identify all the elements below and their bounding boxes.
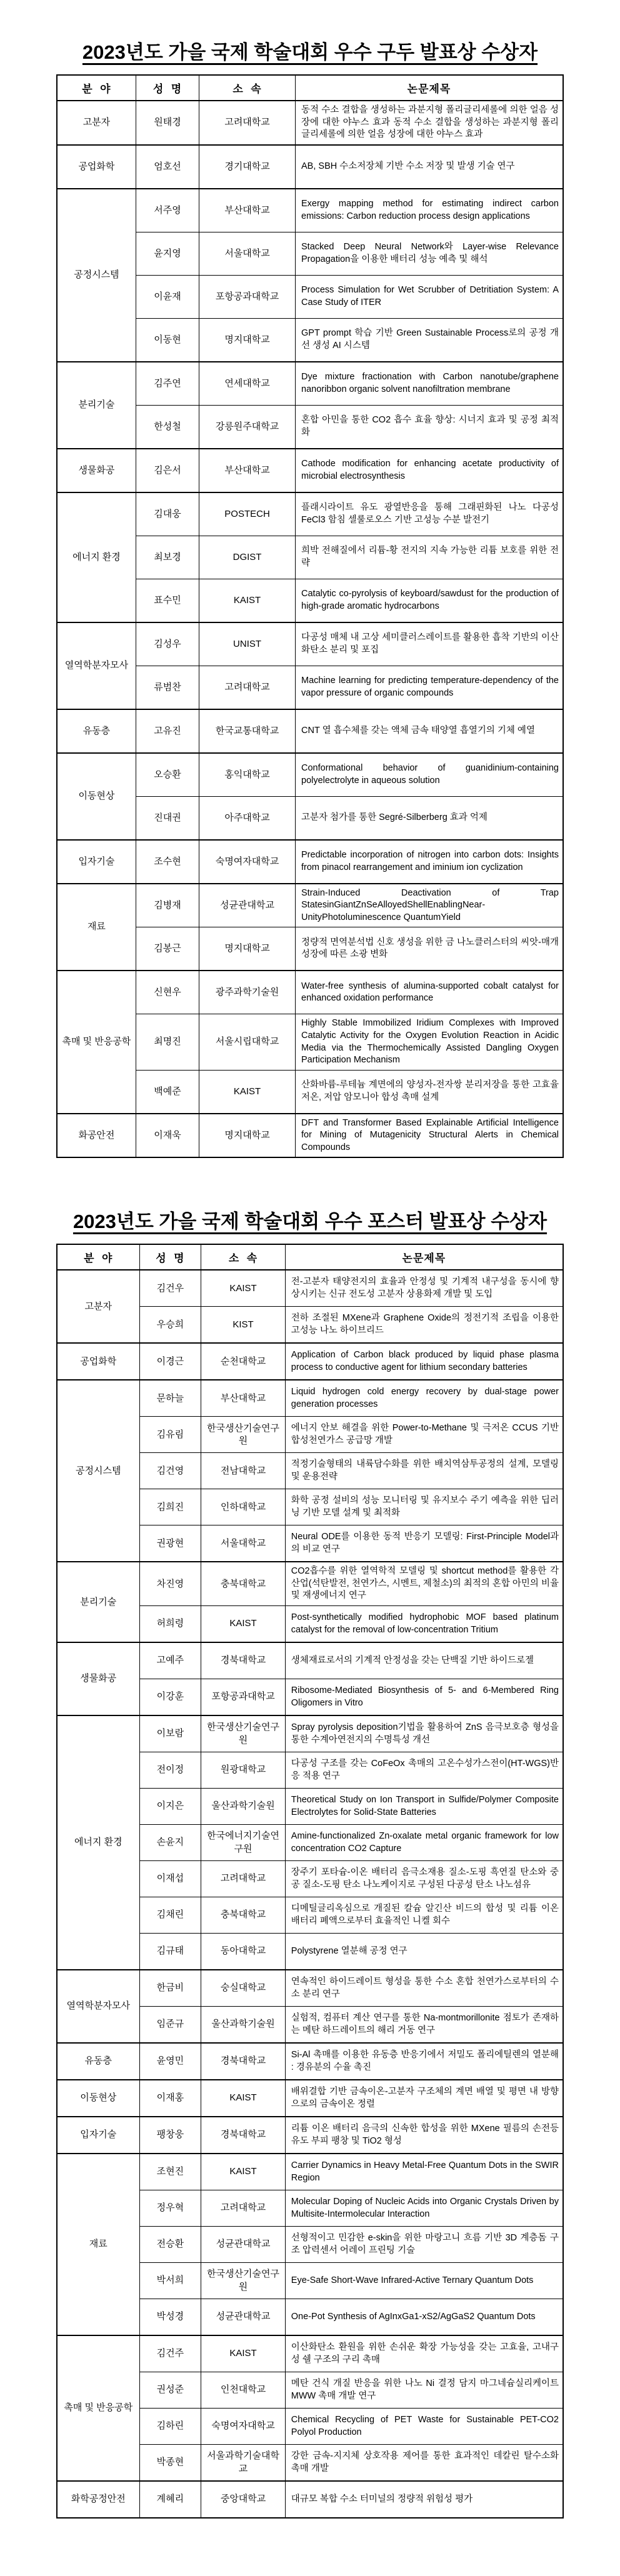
paper-title-cell: 배위결합 기반 금속이온-고분자 구조체의 계면 배열 및 평면 내 방향으로의 금속이온 정렬	[285, 2080, 563, 2117]
name-cell: 김규태	[139, 1934, 201, 1970]
affiliation-cell: 성균관대학교	[199, 884, 296, 927]
paper-title-cell: 정량적 면역분석법 신호 생성을 위한 금 나노클러스터의 씨앗-매개 성장에 따른 소광 변화	[296, 927, 564, 971]
field-cell: 열역학분자모사	[57, 1970, 139, 2043]
paper-title-cell: Ribosome-Mediated Biosynthesis of 5- and 6-Membered Ring Oligomers in Vitro	[285, 1679, 563, 1716]
field-cell: 분리기술	[57, 362, 136, 449]
table-row	[57, 1970, 563, 2007]
affiliation-cell: 동아대학교	[201, 1934, 285, 1970]
affiliation-cell: KAIST	[199, 579, 296, 622]
name-cell: 손윤지	[139, 1825, 201, 1861]
field-cell: 에너지 환경	[57, 1715, 139, 1970]
paper-title-cell: CO2흡수를 위한 열역학적 모델링 및 shortcut method를 활용한 각 산업(석탄발전, 천연가스, 시멘트, 제철소)의 최적의 혼합 아민의 비율 및 재생에너지 연구	[285, 1562, 563, 1605]
name-cell: 우승희	[139, 1307, 201, 1344]
oral-table-body	[57, 101, 563, 1157]
name-cell: 원태경	[136, 101, 199, 145]
name-cell: 조현진	[139, 2154, 201, 2190]
name-cell: 이강훈	[139, 1679, 201, 1716]
field-cell: 공업화학	[57, 145, 136, 189]
table-row	[57, 1114, 563, 1158]
paper-title-cell: GPT prompt 학습 기반 Green Sustainable Process로의 공정 개선 생성 AI 시스템	[296, 318, 564, 362]
affiliation-cell: 명지대학교	[199, 318, 296, 362]
paper-title-cell: 에너지 안보 해결을 위한 Power-to-Methane 및 극저온 CCUS 기반 합성천연가스 공급망 개발	[285, 1417, 563, 1453]
name-cell: 팽창웅	[139, 2117, 201, 2154]
table-row	[57, 189, 563, 232]
affiliation-cell: KAIST	[201, 1270, 285, 1307]
affiliation-cell: 한국생산기술연구원	[201, 1715, 285, 1752]
paper-title-cell: 다공성 구조를 갖는 CoFeOx 촉매의 고온수성가스전이(HT-WGS)반응 적용 연구	[285, 1752, 563, 1789]
table-row	[57, 145, 563, 189]
paper-title-cell: DFT and Transformer Based Explainable Artificial Intelligence for Mining of Mutagenicity Structural Alerts in Chemical Compounds	[296, 1114, 564, 1158]
field-cell: 이동현상	[57, 2080, 139, 2117]
column-header: 분 야	[57, 1244, 139, 1270]
name-cell: 류범찬	[136, 666, 199, 709]
table-row	[57, 840, 563, 884]
paper-title-cell: 고분자 첨가를 통한 Segré-Silberberg 효과 억제	[296, 796, 564, 840]
paper-title-cell: 실험적, 컴퓨터 계산 연구를 통한 Na-montmorillonite 점토가 존재하는 메탄 하드레이트의 해리 거동 연구	[285, 2007, 563, 2044]
affiliation-cell: 중앙대학교	[201, 2481, 285, 2518]
header-row	[57, 1244, 563, 1270]
paper-title-cell: Neural ODE를 이용한 동적 반응기 모델링: First-Principle Model과의 비교 연구	[285, 1525, 563, 1562]
paper-title-cell: 전하 조절된 MXene과 Graphene Oxide의 정전기적 조립을 이용한 고성능 나노 하이브리드	[285, 1307, 563, 1344]
paper-title-cell: 장주기 포타슘-이온 배터리 음극소재용 질소-도핑 흑연질 탄소와 중공 질소-도핑 탄소 나노케이지로 구성된 다공성 탄소 나노섬유	[285, 1861, 563, 1897]
affiliation-cell: 울산과학기술원	[201, 1789, 285, 1825]
name-cell: 한성철	[136, 405, 199, 449]
name-cell: 김희진	[139, 1489, 201, 1525]
name-cell: 윤영민	[139, 2043, 201, 2080]
name-cell: 김하린	[139, 2409, 201, 2445]
table-row	[57, 449, 563, 492]
paper-title-cell: 강한 금속-지지체 상호작용 제어를 통한 효과적인 데칼린 탈수소화 촉매 개발	[285, 2445, 563, 2482]
paper-title-cell: Conformational behavior of guanidinium-containing polyelectrolyte in aqueous solution	[296, 753, 564, 797]
name-cell: 엄호선	[136, 145, 199, 189]
name-cell: 이보람	[139, 1715, 201, 1752]
oral-awards-title: 2023년도 가을 국제 학술대회 우수 구두 발표상 수상자	[82, 41, 538, 63]
poster-table-body	[57, 1270, 563, 2518]
affiliation-cell: 부산대학교	[199, 189, 296, 232]
affiliation-cell: KAIST	[201, 1606, 285, 1643]
name-cell: 박종현	[139, 2445, 201, 2482]
oral-table-header	[57, 75, 563, 101]
paper-title-cell: One-Pot Synthesis of AgInxGa1-xS2/AgGaS2 Quantum Dots	[285, 2299, 563, 2336]
field-cell: 재료	[57, 2154, 139, 2335]
affiliation-cell: UNIST	[199, 622, 296, 666]
paper-title-cell: Liquid hydrogen cold energy recovery by dual-stage power generation processes	[285, 1380, 563, 1417]
affiliation-cell: 고려대학교	[199, 101, 296, 145]
name-cell: 박성경	[139, 2299, 201, 2336]
affiliation-cell: 포항공과대학교	[199, 275, 296, 318]
affiliation-cell: 전남대학교	[201, 1453, 285, 1489]
field-cell: 열역학분자모사	[57, 622, 136, 709]
table-row	[57, 2080, 563, 2117]
name-cell: 이경근	[139, 1343, 201, 1380]
oral-awards-table	[56, 74, 564, 1158]
paper-title-cell: 선형적이고 민감한 e-skin을 위한 마랑고니 흐름 기반 3D 계층돔 구조 압력센서 어레이 프린팅 기술	[285, 2227, 563, 2263]
poster-awards-table	[56, 1244, 564, 2519]
name-cell: 전승환	[139, 2227, 201, 2263]
affiliation-cell: DGIST	[199, 536, 296, 579]
column-header: 논문제목	[296, 75, 564, 101]
name-cell: 김대웅	[136, 492, 199, 536]
affiliation-cell: 명지대학교	[199, 1114, 296, 1158]
table-row	[57, 622, 563, 666]
name-cell: 임준규	[139, 2007, 201, 2044]
name-cell: 김병재	[136, 884, 199, 927]
paper-title-cell: 대규모 복합 수소 터미널의 정량적 위험성 평가	[285, 2481, 563, 2518]
affiliation-cell: 경북대학교	[201, 1642, 285, 1679]
name-cell: 문하늘	[139, 1380, 201, 1417]
paper-title-cell: Molecular Doping of Nucleic Acids into Organic Crystals Driven by Multisite-Intermolecular Interaction	[285, 2190, 563, 2227]
table-row	[57, 2481, 563, 2518]
field-cell: 유동층	[57, 709, 136, 753]
paper-title-cell: Predictable incorporation of nitrogen into carbon dots: Insights from pinacol rearrangement and iminium ion cyclization	[296, 840, 564, 884]
name-cell: 최보경	[136, 536, 199, 579]
name-cell: 이지은	[139, 1789, 201, 1825]
affiliation-cell: KAIST	[201, 2154, 285, 2190]
paper-title-cell: 다공성 매체 내 고상 세미클러스레이트를 활용한 흡착 기반의 이산화탄소 분리 및 포집	[296, 622, 564, 666]
column-header: 분 야	[57, 75, 136, 101]
name-cell: 백예준	[136, 1070, 199, 1114]
field-cell: 이동현상	[57, 753, 136, 840]
field-cell: 화학공정안전	[57, 2481, 139, 2518]
paper-title-cell: Theoretical Study on Ion Transport in Sulfide/Polymer Composite Electrolytes for Solid-State Batteries	[285, 1789, 563, 1825]
affiliation-cell: 서울대학교	[201, 1525, 285, 1562]
paper-title-cell: Catalytic co-pyrolysis of keyboard/sawdust for the production of high-grade aromatic hydrocarbons	[296, 579, 564, 622]
affiliation-cell: 서울대학교	[199, 232, 296, 275]
affiliation-cell: 부산대학교	[201, 1380, 285, 1417]
table-row	[57, 1270, 563, 1307]
column-header: 성 명	[136, 75, 199, 101]
paper-title-cell: 생체재료로서의 기계적 안정성을 갖는 단백질 기반 하이드로젤	[285, 1642, 563, 1679]
table-row	[57, 1343, 563, 1380]
name-cell: 진대권	[136, 796, 199, 840]
affiliation-cell: 아주대학교	[199, 796, 296, 840]
affiliation-cell: 한국에너지기술연구원	[201, 1825, 285, 1861]
paper-title-cell: 화학 공정 설비의 성능 모니터링 및 유지보수 주기 예측을 위한 딥러닝 기반 모델 설계 및 최적화	[285, 1489, 563, 1525]
paper-title-cell: Post-synthetically modified hydrophobic MOF based platinum catalyst for the removal of low-concentration Tritium	[285, 1606, 563, 1643]
name-cell: 이동현	[136, 318, 199, 362]
table-row	[57, 884, 563, 927]
paper-title-cell: Highly Stable Immobilized Iridium Complexes with Improved Catalytic Activity for the Oxygen Evolution Reaction in Acidic Media via the Thermochemically Assisted Dangling Oxygen Participation Mechanism	[296, 1014, 564, 1070]
affiliation-cell: 고려대학교	[199, 666, 296, 709]
paper-title-cell: Application of Carbon black produced by liquid phase plasma process to conductive agent for lithium secondary batteries	[285, 1343, 563, 1380]
name-cell: 김건주	[139, 2335, 201, 2372]
name-cell: 김건영	[139, 1453, 201, 1489]
column-header: 소 속	[199, 75, 296, 101]
table-row	[57, 2043, 563, 2080]
affiliation-cell: 한국교통대학교	[199, 709, 296, 753]
name-cell: 서주영	[136, 189, 199, 232]
paper-title-cell: Stacked Deep Neural Network와 Layer-wise Relevance Propagation을 이용한 배터리 성능 예측 및 해석	[296, 232, 564, 275]
name-cell: 계혜리	[139, 2481, 201, 2518]
table-row	[57, 1642, 563, 1679]
name-cell: 신현우	[136, 971, 199, 1014]
name-cell: 고유진	[136, 709, 199, 753]
poster-awards-section	[0, 1158, 620, 2519]
paper-title-cell: 리튬 이온 배터리 음극의 신속한 합성을 위한 MXene 필름의 손전등 유도 부피 팽창 및 TiO2 형성	[285, 2117, 563, 2154]
paper-title-cell: Process Simulation for Wet Scrubber of Detritiation System: A Case Study of ITER	[296, 275, 564, 318]
paper-title-cell: Polystyrene 열분해 공정 연구	[285, 1934, 563, 1970]
name-cell: 한금비	[139, 1970, 201, 2007]
table-row	[57, 2117, 563, 2154]
paper-title-cell: 희박 전해질에서 리튬-황 전지의 지속 가능한 리튬 보호를 위한 전략	[296, 536, 564, 579]
table-row	[57, 2335, 563, 2372]
field-cell: 재료	[57, 884, 136, 971]
name-cell: 표수민	[136, 579, 199, 622]
name-cell: 권광현	[139, 1525, 201, 1562]
affiliation-cell: 포항공과대학교	[201, 1679, 285, 1716]
affiliation-cell: 한국생산기술연구원	[201, 1417, 285, 1453]
paper-title-cell: 산화바륨-루테늄 계면에의 양성자-전자쌍 분리저장을 통한 고효율 저온, 저압 암모니아 합성 촉매 설계	[296, 1070, 564, 1114]
paper-title-cell: 메탄 건식 개질 반응을 위한 나노 Ni 결정 담지 마그네슘실리케이트 MWW 촉매 개발 연구	[285, 2372, 563, 2409]
table-row	[57, 492, 563, 536]
table-row	[57, 101, 563, 145]
affiliation-cell: 고려대학교	[201, 2190, 285, 2227]
paper-title-cell: Spray pyrolysis deposition기법을 활용하여 ZnS 음극보호층 형성을 통한 수계아연전지의 수명특성 개선	[285, 1715, 563, 1752]
column-header: 소 속	[201, 1244, 285, 1270]
paper-title-cell: 플래시라이트 유도 광열반응을 통해 그래핀화된 나노 다공성 FeCl3 함침 셀룰로오스 기반 고성능 수분 발전기	[296, 492, 564, 536]
affiliation-cell: 경북대학교	[201, 2043, 285, 2080]
affiliation-cell: 경북대학교	[201, 2117, 285, 2154]
affiliation-cell: 성균관대학교	[201, 2227, 285, 2263]
oral-awards-section	[0, 0, 620, 1158]
name-cell: 이재욱	[136, 1114, 199, 1158]
field-cell: 분리기술	[57, 1562, 139, 1642]
paper-title-cell: Si-Al 촉매를 이용한 유동층 반응기에서 저밀도 폴리에틸렌의 열분해 : 경유분의 수율 촉진	[285, 2043, 563, 2080]
affiliation-cell: 부산대학교	[199, 449, 296, 492]
name-cell: 김은서	[136, 449, 199, 492]
affiliation-cell: 순천대학교	[201, 1343, 285, 1380]
name-cell: 김주연	[136, 362, 199, 406]
affiliation-cell: 연세대학교	[199, 362, 296, 406]
affiliation-cell: KAIST	[201, 2080, 285, 2117]
paper-title-cell: Chemical Recycling of PET Waste for Sustainable PET-CO2 Polyol Production	[285, 2409, 563, 2445]
field-cell: 입자기술	[57, 2117, 139, 2154]
name-cell: 김채린	[139, 1897, 201, 1934]
field-cell: 화공안전	[57, 1114, 136, 1158]
table-row	[57, 1380, 563, 1417]
paper-title-cell: Dye mixture fractionation with Carbon nanotube/graphene nanoribbon organic solvent nanofiltration membrane	[296, 362, 564, 406]
affiliation-cell: 충북대학교	[201, 1562, 285, 1605]
table-row	[57, 709, 563, 753]
affiliation-cell: KAIST	[199, 1070, 296, 1114]
affiliation-cell: 서울시립대학교	[199, 1014, 296, 1070]
name-cell: 전이정	[139, 1752, 201, 1789]
affiliation-cell: 광주과학기술원	[199, 971, 296, 1014]
column-header: 성 명	[139, 1244, 201, 1270]
affiliation-cell: 숭실대학교	[201, 1970, 285, 2007]
name-cell: 이재섭	[139, 1861, 201, 1897]
name-cell: 박서희	[139, 2263, 201, 2299]
name-cell: 조수현	[136, 840, 199, 884]
field-cell: 고분자	[57, 1270, 139, 1343]
affiliation-cell: 명지대학교	[199, 927, 296, 971]
affiliation-cell: 경기대학교	[199, 145, 296, 189]
paper-title-cell: 혼합 아민을 통한 CO2 흡수 효율 향상: 시너지 효과 및 공정 최적화	[296, 405, 564, 449]
paper-title-cell: Strain-Induced Deactivation of Trap StatesinGiantZnSeAlloyedShellEnablingNear-UnityPhotoluminescence QuantumYield	[296, 884, 564, 927]
paper-title-cell: 디메틸글리옥심으로 개질된 칼슘 알긴산 비드의 합성 및 리튬 이온 배터리 폐액으로부터 효율적인 니켈 회수	[285, 1897, 563, 1934]
table-row	[57, 971, 563, 1014]
name-cell: 허희령	[139, 1606, 201, 1643]
table-row	[57, 1715, 563, 1752]
affiliation-cell: KAIST	[201, 2335, 285, 2372]
table-row	[57, 1562, 563, 1605]
affiliation-cell: KIST	[201, 1307, 285, 1344]
paper-title-cell: Water-free synthesis of alumina-supported cobalt catalyst for enhanced oxidation performance	[296, 971, 564, 1014]
field-cell: 공정시스템	[57, 1380, 139, 1562]
paper-title-cell: CNT 열 흡수체를 갖는 액체 금속 태양열 흡열기의 기체 예열	[296, 709, 564, 753]
name-cell: 김봉근	[136, 927, 199, 971]
affiliation-cell: 인천대학교	[201, 2372, 285, 2409]
table-row	[57, 362, 563, 406]
poster-awards-title: 2023년도 가을 국제 학술대회 우수 포스터 발표상 수상자	[72, 1211, 548, 1233]
field-cell: 공정시스템	[57, 189, 136, 362]
field-cell: 촉매 및 반응공학	[57, 2335, 139, 2481]
paper-title-cell: Amine-functionalized Zn-oxalate metal organic framework for low concentration CO2 Capture	[285, 1825, 563, 1861]
table-row	[57, 2154, 563, 2190]
header-row	[57, 75, 563, 101]
paper-title-cell: Exergy mapping method for estimating indirect carbon emissions: Carbon reduction process design applications	[296, 189, 564, 232]
name-cell: 권성준	[139, 2372, 201, 2409]
affiliation-cell: 고려대학교	[201, 1861, 285, 1897]
paper-title-cell: Carrier Dynamics in Heavy Metal-Free Quantum Dots in the SWIR Region	[285, 2154, 563, 2190]
name-cell: 차진영	[139, 1562, 201, 1605]
affiliation-cell: 충북대학교	[201, 1897, 285, 1934]
affiliation-cell: 숙명여자대학교	[199, 840, 296, 884]
affiliation-cell: 숙명여자대학교	[201, 2409, 285, 2445]
name-cell: 김성우	[136, 622, 199, 666]
name-cell: 최명진	[136, 1014, 199, 1070]
field-cell: 에너지 환경	[57, 492, 136, 622]
affiliation-cell: 울산과학기술원	[201, 2007, 285, 2044]
affiliation-cell: 홍익대학교	[199, 753, 296, 797]
name-cell: 김유림	[139, 1417, 201, 1453]
poster-table-header	[57, 1244, 563, 1270]
paper-title-cell: AB, SBH 수소저장체 기반 수소 저장 및 발생 기술 연구	[296, 145, 564, 189]
affiliation-cell: 서울과학기술대학교	[201, 2445, 285, 2482]
affiliation-cell: 성균관대학교	[201, 2299, 285, 2336]
field-cell: 공업화학	[57, 1343, 139, 1380]
affiliation-cell: 한국생산기술연구원	[201, 2263, 285, 2299]
paper-title-cell: 이산화탄소 환원을 위한 손쉬운 확장 가능성을 갖는 고효율, 고내구성 쉘 구조의 구리 촉매	[285, 2335, 563, 2372]
affiliation-cell: POSTECH	[199, 492, 296, 536]
name-cell: 정우혁	[139, 2190, 201, 2227]
paper-title-cell: Machine learning for predicting temperature-dependency of the vapor pressure of organic compounds	[296, 666, 564, 709]
name-cell: 윤지영	[136, 232, 199, 275]
paper-title-cell: Eye-Safe Short-Wave Infrared-Active Ternary Quantum Dots	[285, 2263, 563, 2299]
paper-title-cell: 전-고분자 태양전지의 효율과 안정성 및 기계적 내구성을 동시에 향상시키는 신규 전도성 고분자 상용화제 개발 및 도입	[285, 1270, 563, 1307]
affiliation-cell: 강릉원주대학교	[199, 405, 296, 449]
affiliation-cell: 원광대학교	[201, 1752, 285, 1789]
field-cell: 유동층	[57, 2043, 139, 2080]
paper-title-cell: 적정기술형태의 내륙담수화를 위한 배치역삼투공정의 설계, 모델링 및 운용전략	[285, 1453, 563, 1489]
paper-title-cell: 연속적인 하이드레이트 형성을 통한 수소 혼합 천연가스로부터의 수소 분리 연구	[285, 1970, 563, 2007]
field-cell: 생물화공	[57, 1642, 139, 1715]
field-cell: 생물화공	[57, 449, 136, 492]
name-cell: 이재홍	[139, 2080, 201, 2117]
name-cell: 이윤재	[136, 275, 199, 318]
name-cell: 김건우	[139, 1270, 201, 1307]
affiliation-cell: 인하대학교	[201, 1489, 285, 1525]
field-cell: 입자기술	[57, 840, 136, 884]
table-row	[57, 753, 563, 797]
field-cell: 고분자	[57, 101, 136, 145]
column-header: 논문제목	[285, 1244, 563, 1270]
name-cell: 오승환	[136, 753, 199, 797]
name-cell: 고예주	[139, 1642, 201, 1679]
paper-title-cell: 동적 수소 결합을 생성하는 과분지형 폴리글리세롤에 의한 얼음 성장에 대한 야누스 효과 동적 수소 결합을 생성하는 과분지형 폴리글리세롤에 의한 얼음 성장에 대한 야누스 효과	[296, 101, 564, 145]
field-cell: 촉매 및 반응공학	[57, 971, 136, 1113]
paper-title-cell: Cathode modification for enhancing acetate productivity of microbial electrosynthesis	[296, 449, 564, 492]
